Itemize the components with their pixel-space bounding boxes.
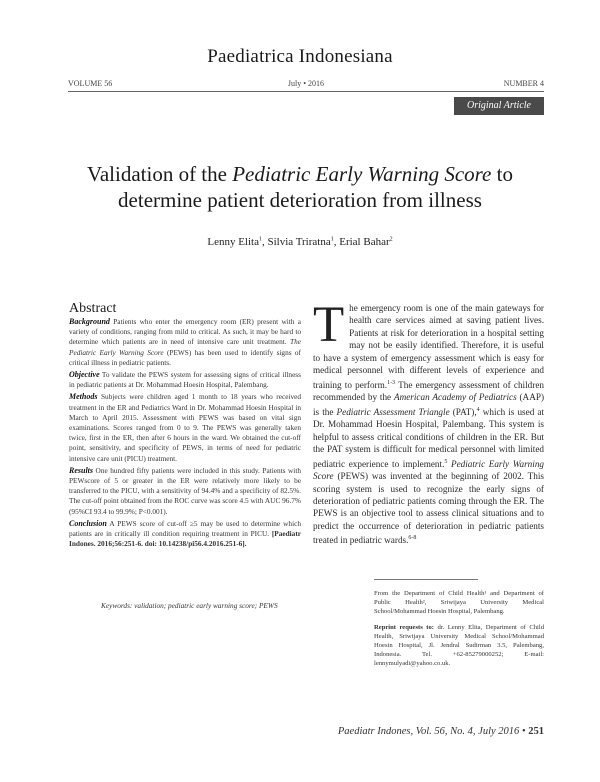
journal-title: Paediatrica Indonesiana [207, 46, 393, 67]
footnote-rule [374, 579, 478, 580]
abstract-results [69, 466, 301, 517]
drop-cap: T [313, 297, 345, 353]
abstract-text: One hundred fifty patients were included in this study. Patients with PEWscore of 5 or greater in the ER were relatively more likely to be transferred to the PICU, with a sensitivity of 94.4% and a specificity of 82.5%. The cut-off point obtained from the ROC curve was score 4.5 with AUC 96.7% (95%CI 93.4 to 99.9%; P<0.001). [69, 465, 301, 516]
body-text: he emergency room is one of the main gateways for health care services aimed at saving patient lives. Patients at risk for deterioration in a hospital setting may not be easily identified. Therefore, it is useful to have a system of emergency assessment which is easy for medical personnel with different levels of experience and training to perform. [313, 303, 544, 390]
section-label: Background [69, 317, 110, 326]
reprint-label: Reprint requests to: [374, 623, 434, 631]
author-separator: , [261, 236, 268, 248]
body-text: The emergency assessment of children recommended by the [313, 379, 544, 403]
body-italic-text: Pediatric Assessment Triangle [336, 406, 450, 417]
citation-ref: 1-3 [387, 379, 396, 386]
author-affiliation-mark: 1 [258, 236, 262, 243]
body-italic-text: American Academy of Pediatrics [393, 392, 517, 403]
body-text: which is used at Dr. Mohammad Hoesin Hospital, Palembang. This system is helpful to assess critical conditions of children in the ER. But the PAT system is difficult for medical personnel with limited pediatric experience to implement. [313, 406, 544, 469]
volume-label: VOLUME 56 [68, 79, 113, 88]
keywords [101, 601, 301, 611]
abstract-text: To validate the PEWS system for assessing signs of critical illness in pediatric patients at Dr. Mohammad Hoesin Hospital, Palembang. [69, 370, 301, 390]
reprint-text: dr. Lenny Elita, Department of Child Health, Sriwijaya University Medical School/Mohammad Hoesin Hospital, Jl. Jendral Sudirman 3.5, Palembang, Indonesia. Tel. +62-85279000252; E-mail: lennymulyadi@yahoo.co.uk. [374, 623, 544, 668]
issue-number: NUMBER 4 [503, 79, 544, 88]
footer-bullet: • [521, 726, 526, 737]
author-name: Silvia Triratna [267, 236, 331, 248]
citation-ref: 6-8 [408, 535, 417, 542]
author-list [0, 236, 600, 248]
abstract-text: Subjects were children aged 1 month to 18 years who received treatment in the ER and Pediatrics Ward in Dr. Mohammad Hoesin Hospital in March to April 2015. Assessment with PEWS was based on vital sign examinations. Scores ranged from 0 to 9. The PEWS was generally taken twice, first in the ER, then after 6 hours in the ward. We obtained the cut-off point, sensitivity, and specificity of PEWS, in terms of need for pediatric intensive care unit (PICU) treatment. [69, 392, 301, 463]
abstract-italic-text: The Pediatric Early Warning Score [69, 337, 301, 357]
section-label: Methods [69, 392, 98, 402]
page-footer [338, 726, 544, 737]
abstract-objective [69, 370, 301, 390]
abstract-background [69, 317, 301, 368]
abstract-methods [69, 392, 301, 463]
abstract-conclusion [69, 519, 301, 550]
author-affiliation-mark: 2 [389, 236, 393, 243]
header-rule [68, 91, 544, 92]
abstract-heading: Abstract [69, 301, 117, 316]
title-line-2: determine patient deterioration from illness [118, 188, 482, 212]
affiliation-note: From the Department of Child Health¹ and Department of Public Health², Sriwijaya University Medical School/Mohammad Hoesin Hospital, Palembang. [374, 590, 544, 616]
author-separator: , [333, 236, 340, 248]
body-text: (AAP) is the [313, 392, 544, 417]
footer-journal: Paediatr Indones, [337, 726, 414, 737]
keywords-label: Keywords: [101, 601, 133, 610]
title-italic-part: Pediatric Early Warning Score [232, 162, 492, 186]
footnotes [374, 589, 544, 675]
section-label: Conclusion [69, 518, 107, 528]
author-name: Erial Bahar [339, 236, 390, 248]
abstract-text: A PEWS score of cut-off ≥5 may be used to determine which patients are in critically ill condition requiring treatment in PICU. [69, 518, 301, 539]
section-label: Results [69, 465, 94, 475]
author-affiliation-mark: 1 [330, 236, 334, 243]
footer-citation: Vol. 56, No. 4, July 2016 [413, 726, 522, 737]
body-italic-text: Pediatric Early Warning Score [313, 458, 545, 482]
citation-ref: 4 [476, 406, 480, 413]
body-text: (PAT), [449, 406, 477, 417]
reprint-note [374, 623, 544, 669]
issue-date: July • 2016 [287, 79, 325, 88]
page-number: 251 [528, 726, 544, 737]
body-column [313, 297, 545, 547]
title-part: Validation of the [87, 162, 233, 186]
author-name: Lenny Elita [207, 236, 259, 248]
article-type-badge: Original Article [454, 97, 544, 115]
article-title [60, 161, 540, 213]
body-text: (PEWS) was invented at the beginning of 2002. This scoring system is used to recognize the early signs of deterioration of pediatric patients coming through the ER. The PEWS is an objective tool to assess clinical situations and to predict the occurrence of deterioration in pediatric patients treated in pediatric wards. [313, 471, 544, 546]
keywords-text: validation; pediatric early warning score; PEWS [132, 601, 278, 610]
citation-ref: 5 [444, 458, 448, 465]
abstract-text: Patients who enter the emergency room (ER) present with a variety of conditions, ranging from mild to critical. As such, it may be hard to determine which patients are in need of intensive care unit treatment. [69, 317, 301, 347]
citation-doi: [Paediatr Indones. 2016;56:251-6. doi: 10.14238/pi56.4.2016.251-6]. [69, 529, 301, 549]
abstract-column [69, 302, 301, 551]
abstract-text: (PEWS) has been used to identify signs of critical illness in pediatric patients. [69, 347, 301, 367]
section-label: Objective [69, 370, 100, 380]
title-part: to [491, 162, 513, 186]
